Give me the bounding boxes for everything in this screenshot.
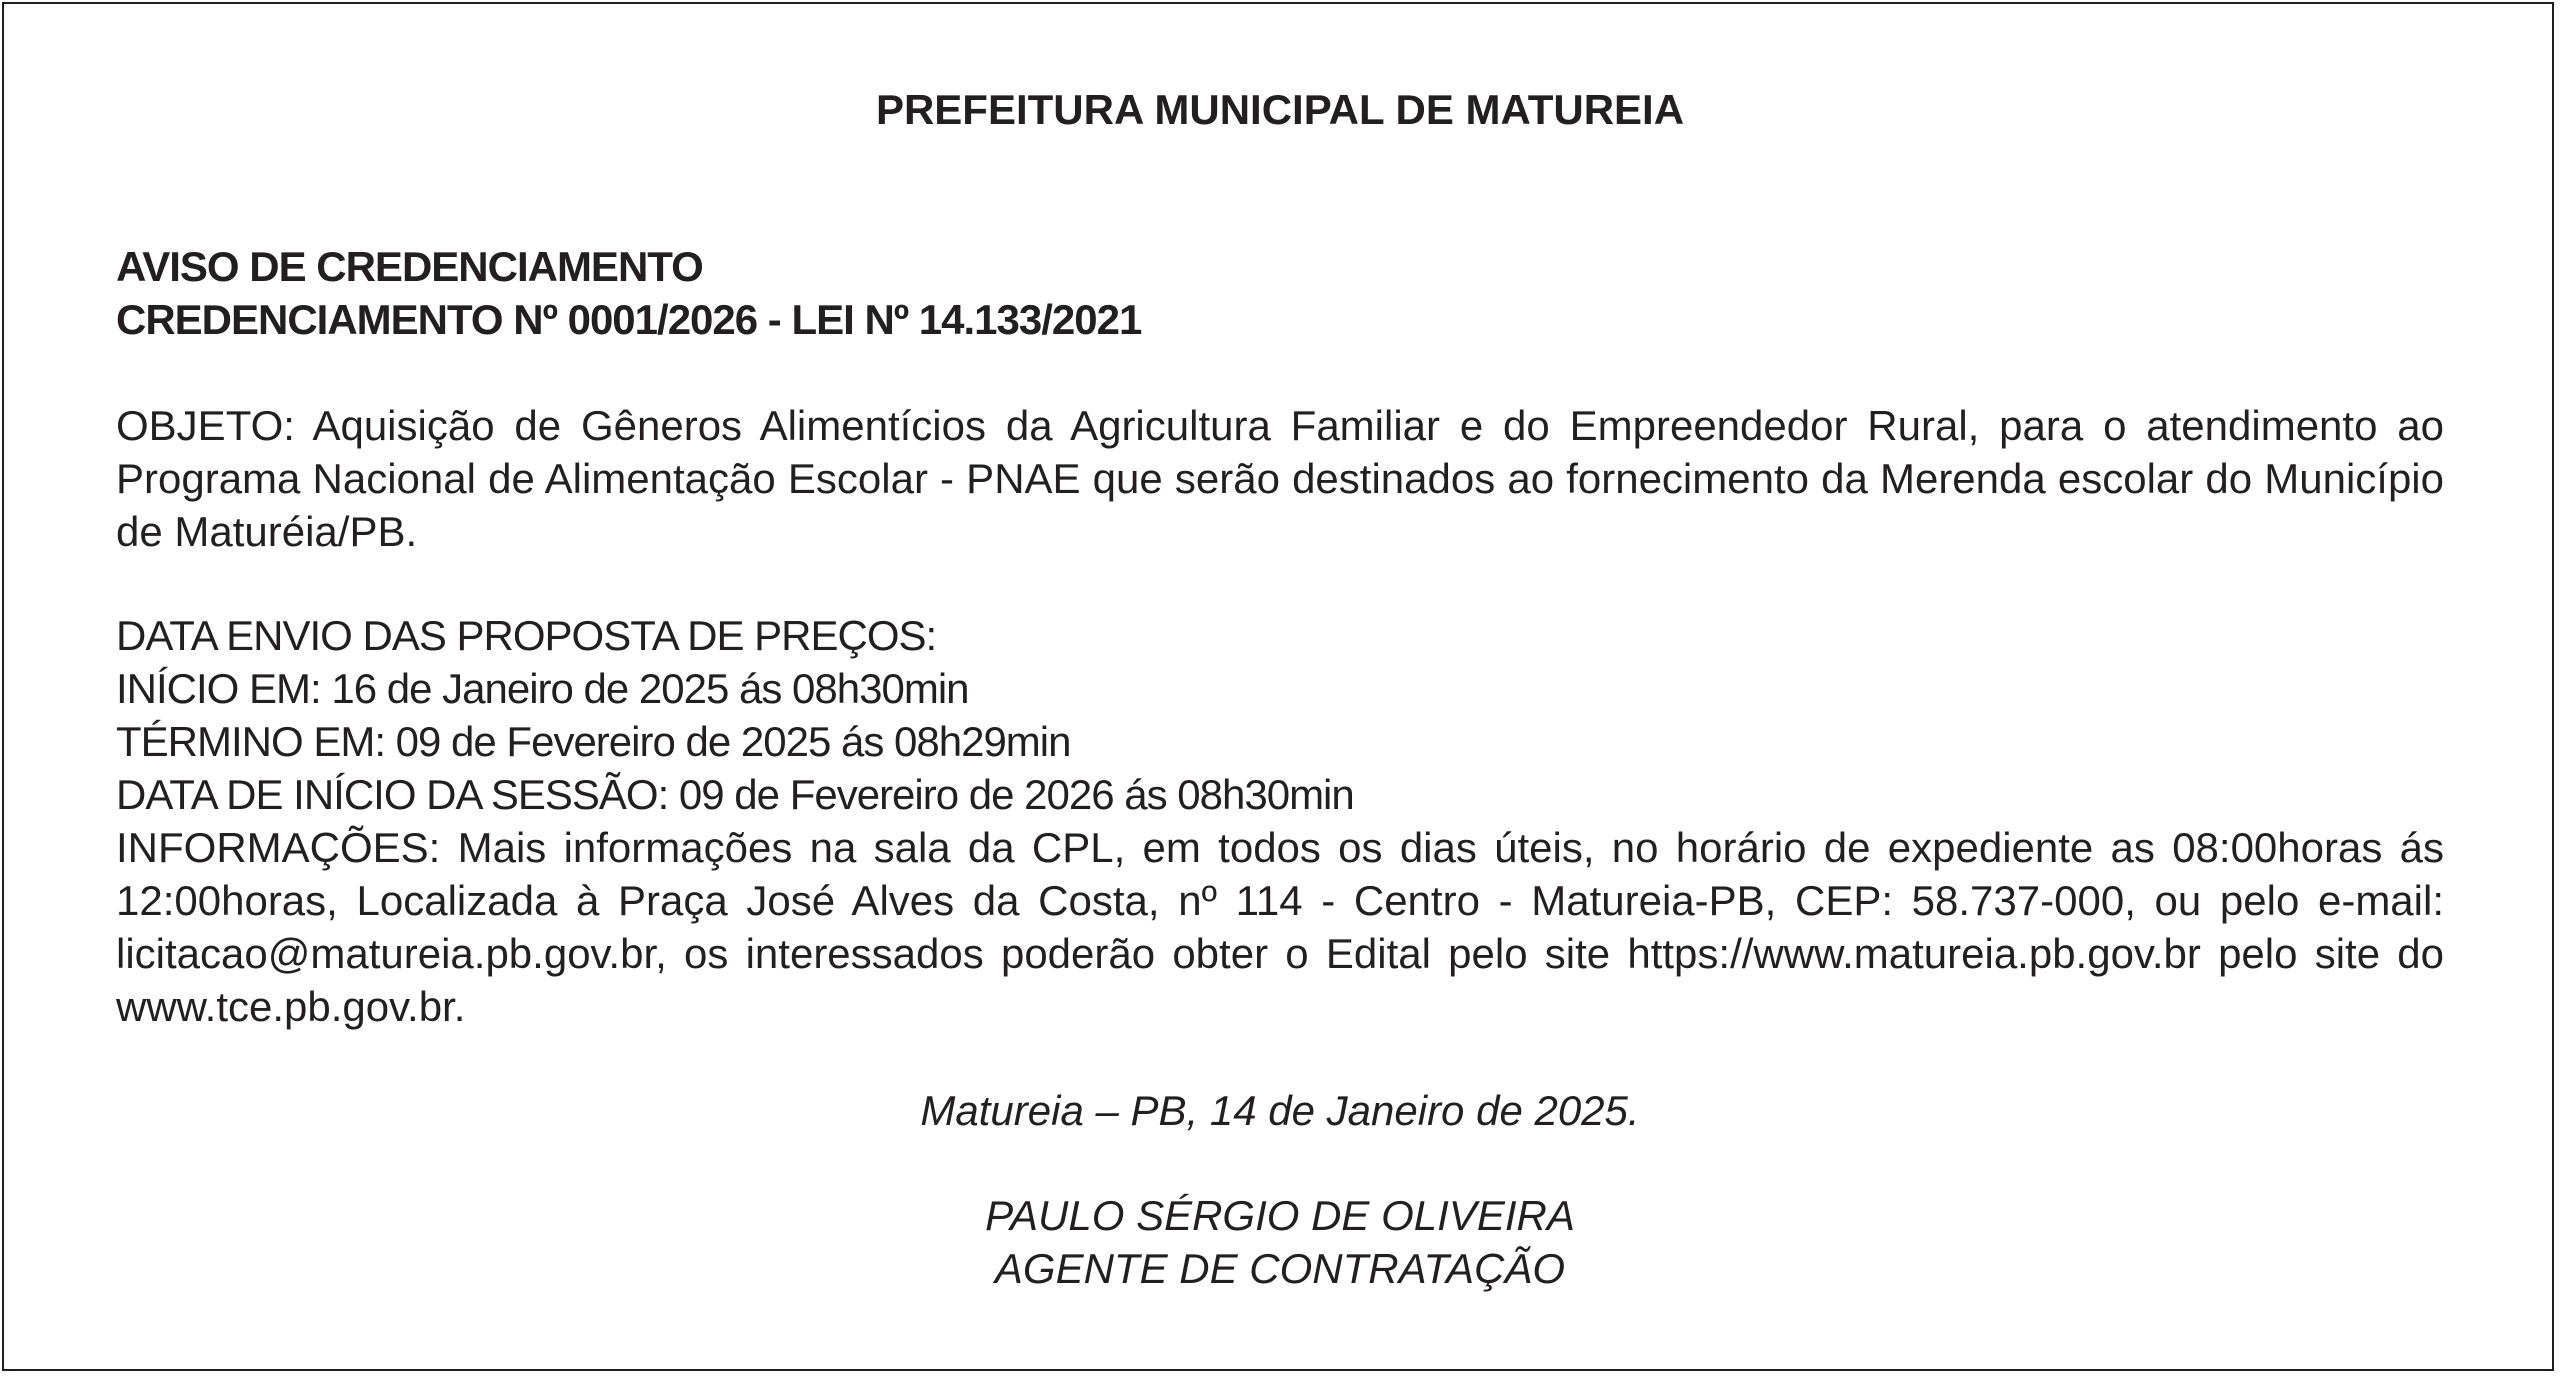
signature-block [116,1189,2444,1295]
dates-heading: DATA ENVIO DAS PROPOSTA DE PREÇOS: [116,612,937,659]
objeto-paragraph: OBJETO: Aquisição de Gêneros Alimentícios da Agricultura Familiar e do Empreendedor Rural, para o atendimento ao Programa Nacional de Alimentação Escolar - PNAE que serão destinados ao fornecimento da Merenda escolar do Município de Maturéia/PB. [116,402,2444,555]
notice-title-block [116,240,2444,346]
session-date: DATA DE INÍCIO DA SESSÃO: 09 de Fevereiro de 2026 ás 08h30min [116,771,1354,818]
municipality-title: PREFEITURA MUNICIPAL DE MATUREIA [875,86,1685,133]
signatory-role: AGENTE DE CONTRATAÇÃO [994,1245,1566,1292]
informacoes-paragraph: INFORMAÇÕES: Mais informações na sala da CPL, em todos os dias úteis, no horário de expediente as 08:00horas ás 12:00horas, Localizada à Praça José Alves da Costa, nº 114 - Centro - Matureia-PB, CEP: 58.737-000, ou pelo e-mail: licitacao@matureia.pb.gov.br, os interessados poderão obter o Edital pelo site https://www.matureia.pb.gov.br pelo site do www.tce.pb.gov.br. [116,824,2444,1030]
place-and-date: Matureia – PB, 14 de Janeiro de 2025. [920,1087,1640,1134]
notice-number: CREDENCIAMENTO Nº 0001/2026 - LEI Nº 14.133/2021 [116,296,1142,343]
dates-and-info-block [116,609,2444,1033]
start-date: INÍCIO EM: 16 de Janeiro de 2025 ás 08h30min [116,665,969,712]
end-date: TÉRMINO EM: 09 de Fevereiro de 2025 ás 08h29min [116,718,1071,765]
notice-title: AVISO DE CREDENCIAMENTO [116,243,703,290]
signatory-name: PAULO SÉRGIO DE OLIVEIRA [985,1192,1575,1239]
